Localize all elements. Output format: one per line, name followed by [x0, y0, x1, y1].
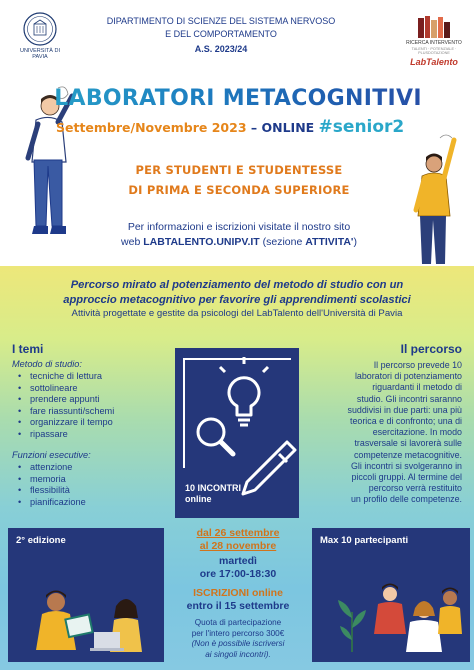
list-item: • organizzare il tempo: [18, 417, 168, 429]
subtitle-online: – ONLINE: [246, 120, 319, 135]
percorso-line: Gli incontri si svolgeranno in: [351, 460, 462, 471]
edition-label: 2° edizione: [16, 535, 66, 546]
info-suffix: ): [353, 236, 357, 248]
registration-label: ISCRIZIONI online: [193, 587, 283, 599]
info-line-2: [90, 236, 388, 248]
incontri-card: [175, 348, 299, 518]
metodo-heading: Metodo di studio:: [12, 359, 82, 369]
list-item: • sottolineare: [18, 383, 168, 395]
academic-year: A.S. 2023/24: [194, 44, 248, 54]
funzioni-heading: Funzioni esecutive:: [12, 450, 91, 460]
percorso-line: laboratori di potenziamento: [354, 371, 462, 382]
subtitle-row: [56, 117, 426, 137]
percorso-line: riguardanti il metodo di: [372, 382, 462, 393]
note-line-2: ai singoli incontri).: [205, 649, 271, 659]
percorso-title: Il percorso: [400, 342, 462, 356]
list-item: • prendere appunti: [18, 394, 168, 406]
weekday: martedì: [219, 555, 257, 567]
university-seal-icon: [23, 12, 57, 46]
mission-line-1: Percorso mirato al potenziamento del metodo di studio con un: [70, 279, 404, 291]
metodo-list: [18, 371, 168, 441]
percorso-line: competenze metacognitive.: [353, 449, 462, 460]
participants-box: [312, 528, 470, 662]
subtitle-hashtag: #senior2: [318, 117, 405, 137]
mission-statement: [14, 278, 460, 307]
card-line-1: 10 INCONTRI: [185, 483, 242, 493]
list-item: • fare riassunti/schemi: [18, 406, 168, 418]
info-prefix: web: [121, 236, 144, 248]
labtalento-name: LabTalento: [410, 56, 458, 67]
percorso-line: studio. Gli incontri saranno: [356, 393, 462, 404]
students-reading-illustration: [8, 528, 164, 662]
department-name: [96, 15, 346, 41]
lightbulb-icon: [220, 357, 268, 425]
registration-deadline: entro il 15 settembre: [186, 600, 290, 612]
list-item: • attenzione: [18, 462, 168, 474]
labtalento-tagline: RICERCA INTERVENTO: [406, 40, 462, 46]
time-range: ore 17:00-18:30: [199, 568, 277, 580]
target-line-1: PER STUDENTI E STUDENTESSE: [135, 163, 343, 177]
note-line-1: (Non è possibile iscriversi: [191, 639, 285, 648]
list-item: • ripassare: [18, 429, 168, 441]
temi-title: I temi: [12, 342, 44, 356]
info-middle: (sezione: [259, 236, 306, 248]
percorso-line: trasversale si lavorerà sulle: [354, 438, 462, 449]
list-item: • pianificazione: [18, 497, 168, 509]
percorso-line: piccoli gruppi. Al termine del: [351, 472, 462, 483]
student-reaching-illustration: [400, 128, 474, 276]
edition-box: [8, 528, 164, 662]
percorso-description: [316, 360, 462, 506]
department-line-2: E DEL COMPORTAMENTO: [165, 29, 277, 40]
percorso-line: un profilo delle competenze.: [350, 494, 462, 505]
group-illustration: [312, 528, 470, 662]
list-item: • tecniche di lettura: [18, 371, 168, 383]
card-label: [185, 483, 295, 505]
percorso-line: esercitazione. In modo: [372, 427, 462, 438]
date-end: al 28 novembre: [199, 540, 277, 552]
website-link[interactable]: LABTALENTO.UNIPV.IT: [143, 236, 260, 248]
percorso-line: percorso verrà restituito: [368, 483, 462, 494]
schedule-info: [170, 527, 306, 660]
list-item: • memoria: [18, 474, 168, 486]
section-name: ATTIVITA': [305, 236, 354, 248]
list-item: • flessibilità: [18, 485, 168, 497]
university-logo: [14, 12, 66, 61]
max-participants-label: Max 10 partecipanti: [320, 535, 409, 546]
labtalento-subtagline: TALENTI · POTENZIALE · PLUSDOTAZIONE: [411, 46, 457, 55]
date-start: dal 26 settembre: [196, 527, 280, 539]
university-name: UNIVERSITÀ DI PAVIA: [19, 48, 61, 61]
card-line-2: online: [185, 494, 212, 504]
target-line-2: DI PRIMA E SECONDA SUPERIORE: [128, 183, 350, 197]
magnifier-icon: [198, 419, 233, 454]
main-title: LABORATORI METACOGNITIVI: [18, 86, 458, 111]
fee-line-2: per l'intero percorso 300€: [191, 628, 285, 638]
mission-credits: Attività progettate e gestite da psicologi del LabTalento dell'Università di Pavia: [71, 308, 403, 319]
percorso-line: teorica e di confronto; una di: [350, 416, 462, 427]
mission-line-2: approccio metacognitivo per favorire gli apprendimenti scolastici: [63, 293, 411, 306]
labtalento-books-icon: [412, 14, 456, 40]
info-line-1: Per informazioni e iscrizioni visitate il nostro sito: [127, 221, 351, 233]
department-line-1: DIPARTIMENTO DI SCIENZE DEL SISTEMA NERVOSO: [106, 16, 336, 26]
percorso-line: Il percorso prevede 10: [373, 360, 462, 370]
fee-line-1: Quota di partecipazione: [194, 618, 282, 627]
percorso-line: suddivisi in due parti: una più: [347, 404, 462, 415]
funzioni-list: [18, 462, 168, 508]
subtitle-dates: Settembre/Novembre 2023: [56, 120, 247, 135]
labtalento-logo: [400, 14, 468, 67]
